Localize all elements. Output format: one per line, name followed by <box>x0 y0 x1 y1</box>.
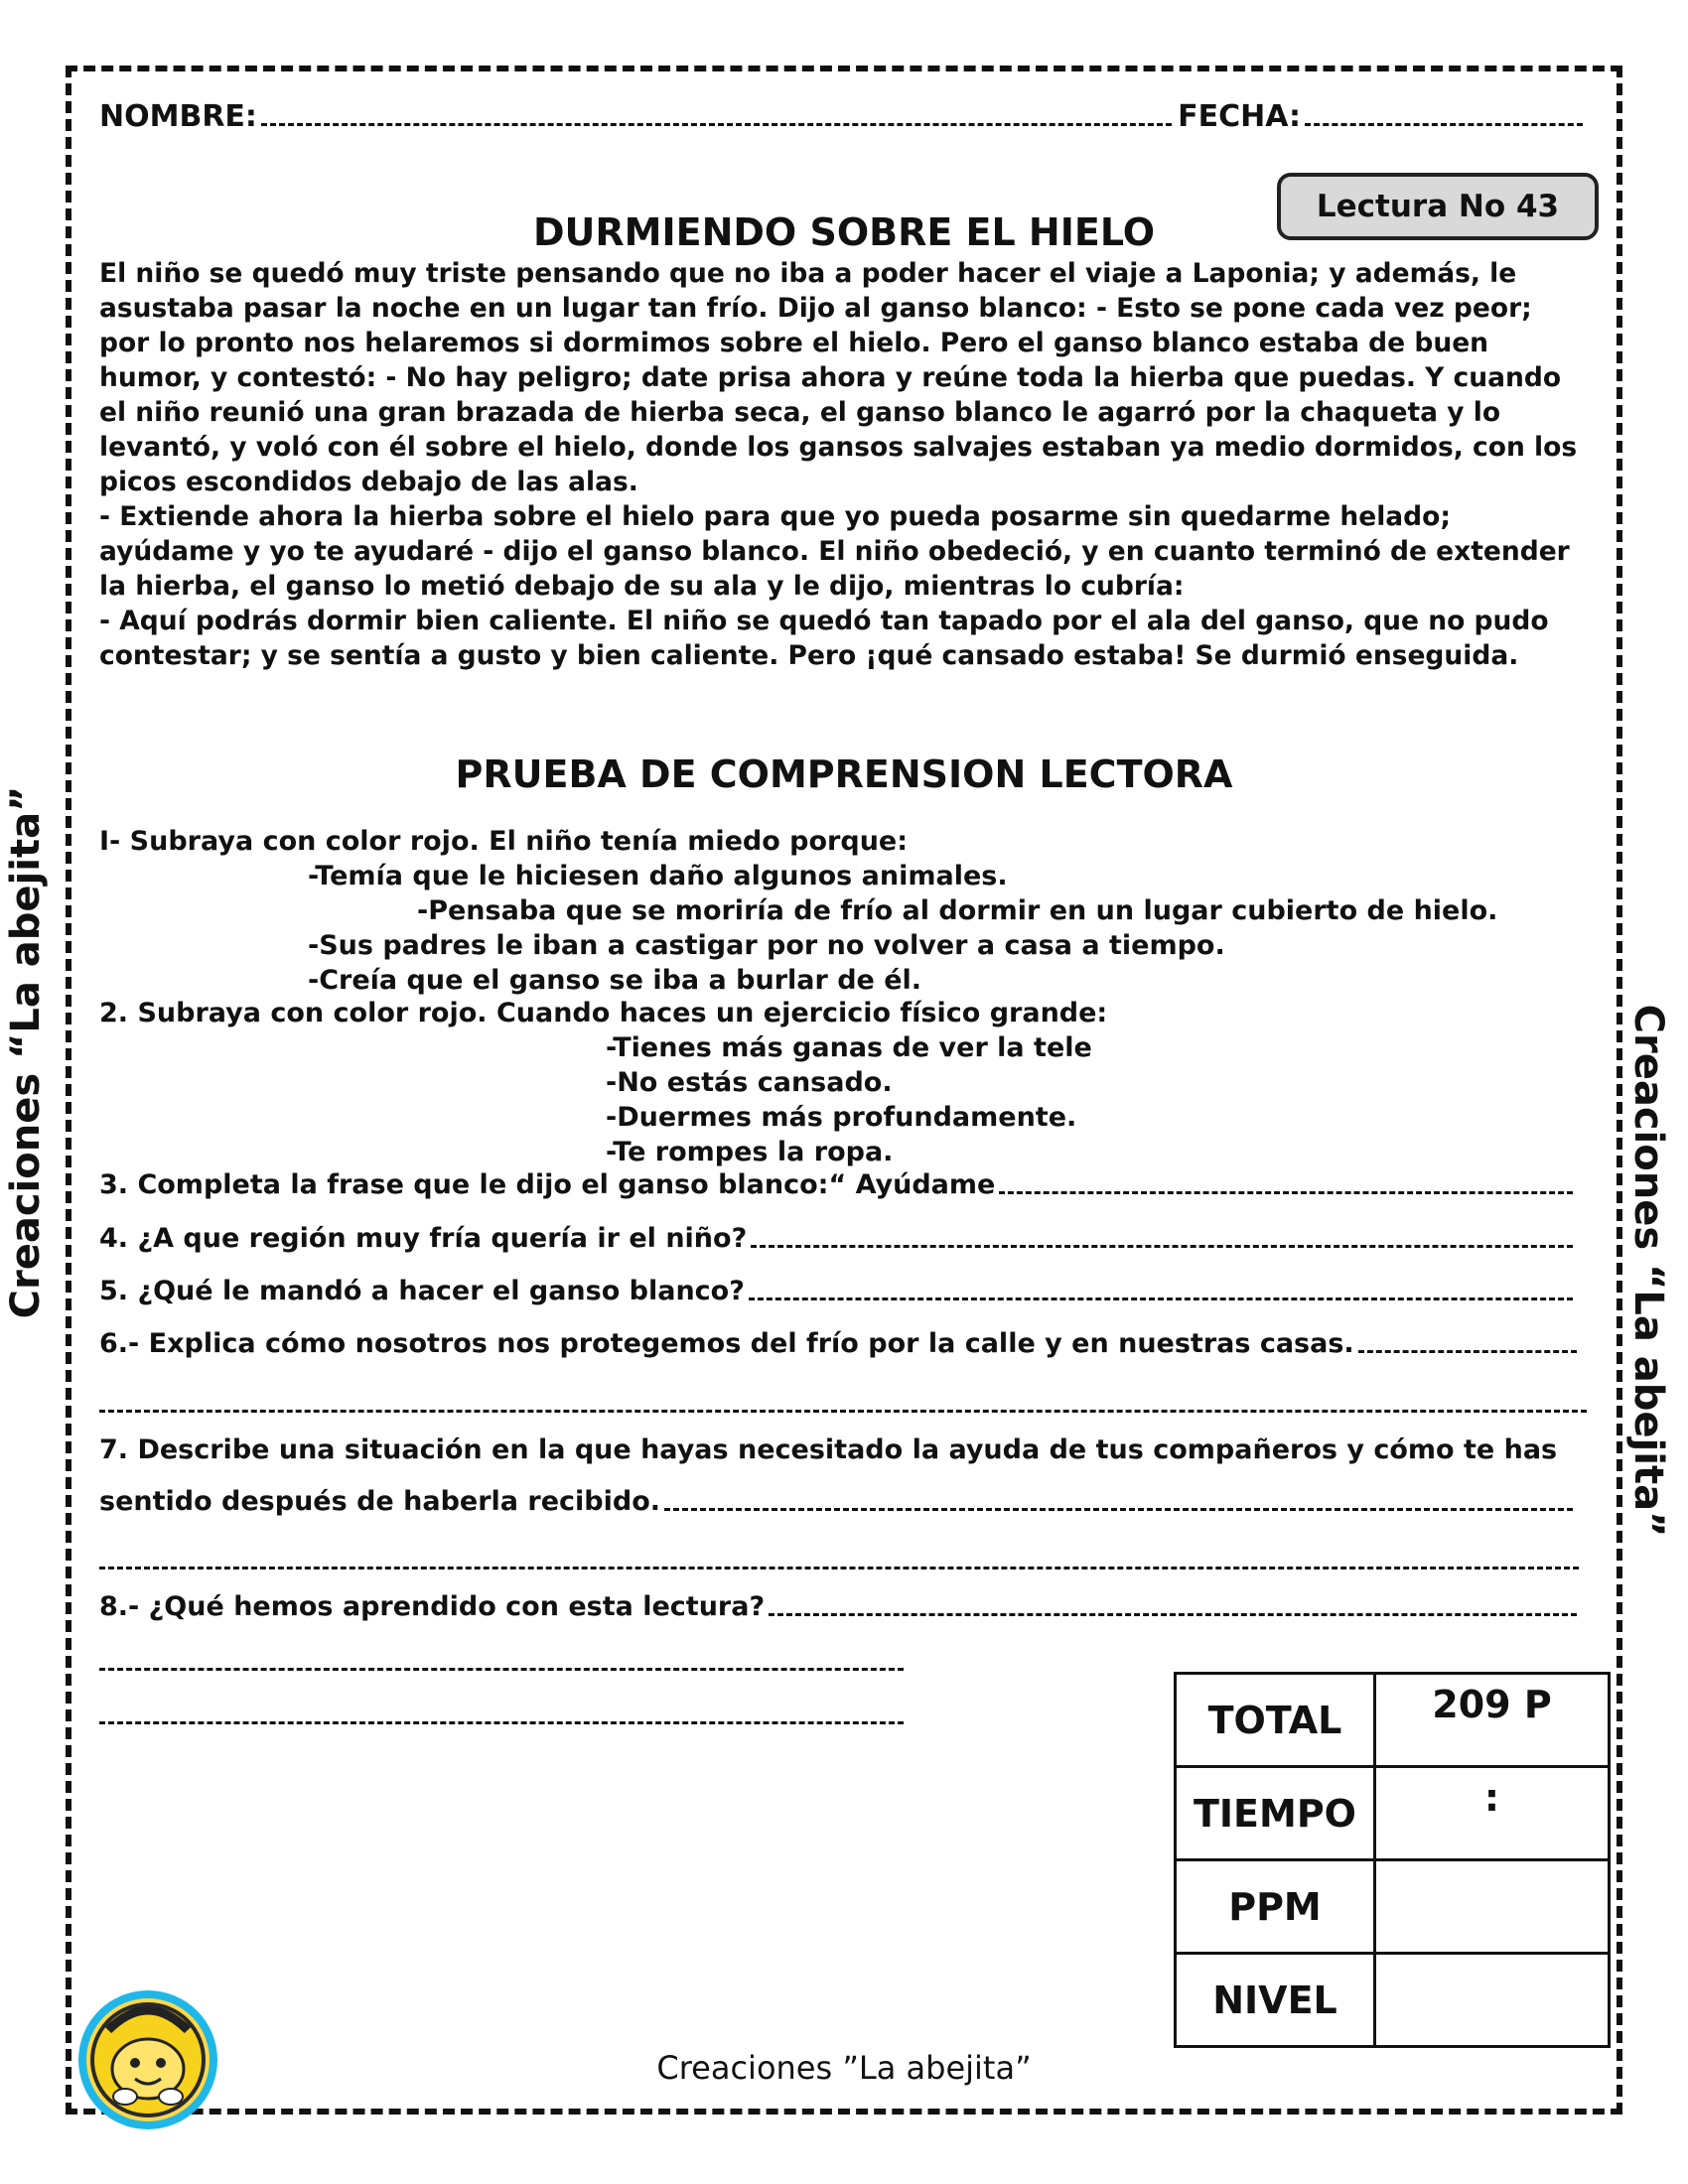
score-row-total <box>1176 1674 1610 1767</box>
q6-row <box>99 1328 1583 1359</box>
score-label: NIVEL <box>1176 1954 1375 2047</box>
side-text-left-label: Creaciones “La abejita” <box>3 785 49 1319</box>
header-line <box>99 99 1589 134</box>
name-field[interactable] <box>261 99 1172 126</box>
q5-prompt: 5. ¿Qué le mandó a hacer el ganso blanco? <box>99 1276 745 1306</box>
score-row-tiempo <box>1176 1767 1610 1860</box>
q8-answer-line-2[interactable] <box>99 1668 904 1671</box>
date-label: FECHA: <box>1178 99 1301 134</box>
story-paragraph: El niño se quedó muy triste pensando que no iba a poder hacer el viaje a Laponia; y además, le asustaba pasar la noche en un lugar tan frío. Dijo al ganso blanco: - Esto se pone cada vez peor; por lo pronto nos helaremos si dormimos sobre el hielo. Pero el ganso blanco estaba de buen humor, y contestó: - No hay peligro; date prisa ahora y reúne toda la hierba que puedas. Y cuando el niño reunió una gran brazada de hierba seca, el ganso blanco le agarró por la chaqueta y lo levantó, y voló con él sobre el hielo, donde los gansos salvajes estaban ya medio dormidos, con los picos escondidos debajo de las alas. <box>99 258 1578 497</box>
q7-prompt-line1: 7. Describe una situación en la que hayas necesitado la ayuda de tus compañeros y cómo te has <box>99 1434 1558 1465</box>
q1-option[interactable]: -Creía que el ganso se iba a burlar de él. <box>308 965 922 996</box>
score-value[interactable]: : <box>1375 1767 1610 1860</box>
footer-credit: Creaciones ”La abejita” <box>656 2049 1032 2087</box>
q6-answer-line[interactable] <box>1358 1350 1577 1353</box>
score-label: PPM <box>1176 1860 1375 1954</box>
q1-option[interactable]: -Pensaba que se moriría de frío al dormir en un lugar cubierto de hielo. <box>417 895 1498 926</box>
q4-prompt: 4. ¿A que región muy fría quería ir el niño? <box>99 1223 748 1254</box>
q4-answer-line[interactable] <box>751 1245 1573 1248</box>
q7-prompt-line2: sentido después de haberla recibido. <box>99 1486 660 1517</box>
side-text-right-label: Creaciones “La abejita” <box>1625 1004 1671 1538</box>
q3-row <box>99 1169 1579 1200</box>
score-value[interactable] <box>1375 1860 1610 1954</box>
q2-option[interactable]: -Te rompes la ropa. <box>606 1137 894 1167</box>
q1-option[interactable]: -Temía que le hiciesen daño algunos animales. <box>308 861 1008 891</box>
q5-row <box>99 1276 1579 1306</box>
q3-answer-line[interactable] <box>999 1191 1573 1194</box>
story-title: DURMIENDO SOBRE EL HIELO <box>533 210 1155 254</box>
q1-prompt: I- Subraya con color rojo. El niño tenía miedo porque: <box>99 826 909 857</box>
q7-row <box>99 1486 1579 1517</box>
q2-prompt: 2. Subraya con color rojo. Cuando haces un ejercicio físico grande: <box>99 998 1108 1028</box>
q2-option[interactable]: -Tienes más ganas de ver la tele <box>606 1032 1092 1063</box>
lectura-badge-label: Lectura No 43 <box>1316 189 1560 224</box>
story-paragraph: - Extiende ahora la hierba sobre el hielo para que yo pueda posarme sin quedarme helado; ayúdame y yo te ayudaré - dijo el ganso blanco. El niño obedeció, y en cuanto terminó de extender la hierba, el ganso lo metió debajo de su ala y le dijo, mientras lo cubría: <box>99 501 1570 602</box>
score-table <box>1174 1672 1611 2048</box>
name-label: NOMBRE: <box>99 99 257 134</box>
q5-answer-line[interactable] <box>749 1297 1573 1300</box>
q7-answer-line[interactable] <box>664 1508 1573 1511</box>
q8-prompt: 8.- ¿Qué hemos aprendido con esta lectura? <box>99 1591 766 1622</box>
q8-row <box>99 1591 1583 1622</box>
q1-option[interactable]: -Sus padres le iban a castigar por no volver a casa a tiempo. <box>308 930 1225 961</box>
q2-option[interactable]: -No estás cansado. <box>606 1067 893 1098</box>
q6-prompt: 6.- Explica cómo nosotros nos protegemos del frío por la calle y en nuestras casas. <box>99 1328 1354 1359</box>
score-label: TOTAL <box>1176 1674 1375 1767</box>
quiz-title: PRUEBA DE COMPRENSION LECTORA <box>455 752 1233 796</box>
date-field[interactable] <box>1305 99 1583 126</box>
q2-option[interactable]: -Duermes más profundamente. <box>606 1102 1077 1133</box>
q3-prompt: 3. Completa la frase que le dijo el ganso blanco:“ Ayúdame <box>99 1169 996 1200</box>
score-value[interactable]: 209 P <box>1375 1674 1610 1767</box>
score-row-ppm <box>1176 1860 1610 1954</box>
q6-answer-line-2[interactable] <box>99 1410 1587 1413</box>
q8-answer-line-3[interactable] <box>99 1721 904 1724</box>
story-paragraph: - Aquí podrás dormir bien caliente. El niño se quedó tan tapado por el ala del ganso, que no pudo contestar; y se sentía a gusto y bien caliente. Pero ¡qué cansado estaba! Se durmió enseguida. <box>99 606 1549 671</box>
score-label: TIEMPO <box>1176 1767 1375 1860</box>
story-text <box>99 256 1589 673</box>
q4-row <box>99 1223 1579 1254</box>
q7-answer-line-2[interactable] <box>99 1567 1579 1570</box>
score-value[interactable] <box>1375 1954 1610 2047</box>
q8-answer-line[interactable] <box>769 1613 1577 1616</box>
score-row-nivel <box>1176 1954 1610 2047</box>
